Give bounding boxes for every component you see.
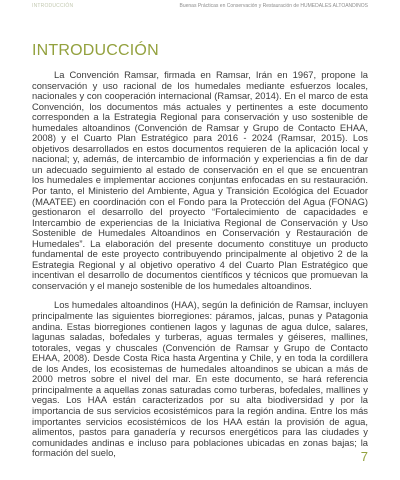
- section-title: INTRODUCCIÓN: [32, 42, 159, 59]
- running-header-section-label: INTRODUCCIÓN: [32, 3, 74, 9]
- running-header: [32, 3, 368, 13]
- body-text: [32, 70, 368, 459]
- paragraph-1: La Convención Ramsar, firmada en Ramsar, Irán en 1967, propone la conservación y uso racional de los humedales mediante esfuerzos locales, nacionales y con cooperación internacional (Ramsar, 2014). En el marco de esta Convención, los documentos más actuales y pertinentes a este documento corresponden a la Estrategia Regional para conservación y uso sostenible de humedales altoandinos (Convención de Ramsar y Grupo de Contacto EHAA, 2008) y el Cuarto Plan Estratégico para 2016 - 2024 (Ramsar, 2015). Los objetivos desarrollados en estos documentos requieren de la aplicación local y nacional; y, además, de intercambio de información y experiencias a fin de dar un adecuado seguimiento al estado de conservación en el que se encuentran los humedales e implementar acciones conjuntas enfocadas en su restauración. Por tanto, el Ministerio del Ambiente, Agua y Transición Ecológica del Ecuador (MAATEE) en coordinación con el Fondo para la Protección del Agua (FONAG) gestionaron el desarrollo del proyecto “Fortalecimiento de capacidades e Intercambio de experiencias de la Iniciativa Regional de Conservación y Uso Sostenible de Humedales Altoandinos en Conservación y Restauración de Humedales”. La elaboración del presente documento constituye un producto fundamental de este proyecto contribuyendo principalmente al objetivo 2 de la Estrategia Regional y al objetivo operativo 4 del Cuarto Plan Estratégico que incentivan el desarrollo de documentos científicos y técnicos que promuevan la conservación y el manejo sostenible de los humedales altoandinos.: [32, 69, 368, 291]
- paragraph-2: Los humedales altoandinos (HAA), según la definición de Ramsar, incluyen principalmente las siguientes biorregiones: páramos, jalcas, punas y Patagonia andina. Estas biorregiones contienen lagos y lagunas de agua dulce, salares, lagunas saladas, bofedales y turberas, aguas termales y géiseres, mallines, totorales, vegas y chuscales (Convención de Ramsar y Grupo de Contacto EHAA, 2008). Desde Costa Rica hasta Argentina y Chile, y en toda la cordillera de los Andes, los ecosistemas de humedales altoandinos se ubican a más de 2000 metros sobre el nivel del mar. En este documento, se hará referencia principalmente a aquellas zonas saturadas como turberas, bofedales, mallines y vegas. Los HAA están caracterizados por su alta biodiversidad y por la importancia de sus servicios ecosistémicos para la región andina. Entre los más importantes servicios ecosistémicos de los HAA están la provisión de agua, alimentos, pastos para ganadería y recursos energéticos para las ciudades y comunidades andinas e incluso para poblaciones ubicadas en zonas bajas; la formación del suelo,: [32, 299, 368, 459]
- running-header-publication-title: Buenas Prácticas en Conservación y Restauración de HUMEDALES ALTOANDINOS: [179, 3, 368, 9]
- page-number: 7: [360, 449, 368, 464]
